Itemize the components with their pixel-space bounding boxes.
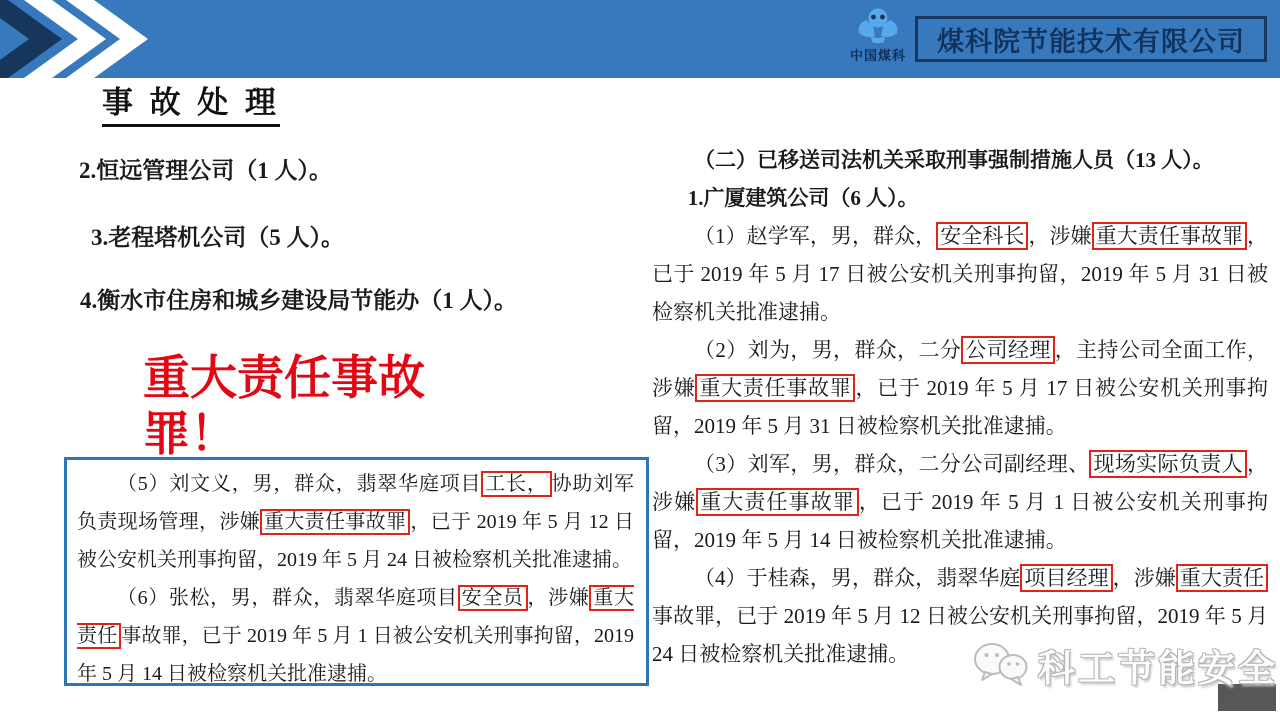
red-highlight-box: 安全员: [458, 585, 528, 611]
red-highlight-box: 重大责任事故罪: [696, 488, 859, 516]
company-logo: [843, 6, 913, 64]
text-segment: ，已于 2019 年 5 月 1 日被公安机关刑事拘留，2019 年 5 月 14 日被检察机关批准逮捕。: [652, 490, 1269, 552]
text-segment: （5）刘文义，男，群众，翡翠华庭项目: [117, 473, 482, 495]
red-highlight-box: 重大责任: [77, 587, 634, 647]
coal-tech-emblem-icon: [854, 6, 902, 44]
company-name-box: [915, 16, 1267, 62]
watermark: [972, 638, 1278, 692]
chevron-decoration-icon: [0, 0, 170, 78]
text-segment: ，已于 2019 年 5 月 17 日被公安机关刑事拘留，2019 年 5 月 31 日被检察机关批准逮捕。: [652, 224, 1269, 324]
red-highlight-box: 公司经理: [961, 336, 1054, 364]
red-highlight-box: 重大责任: [1176, 564, 1268, 592]
text-segment: ，涉嫌: [652, 452, 1269, 514]
company-name: 煤科院节能技术有限公司: [937, 26, 1245, 57]
red-highlight-box: 重大责任事故罪: [695, 374, 855, 402]
text-segment: ，已于 2019 年 5 月 17 日被公安机关刑事拘留，2019 年 5 月 31 日被检察机关批准逮捕。: [652, 376, 1269, 438]
case-paragraph-2: [652, 331, 1268, 445]
red-highlight-box: 安全科长: [936, 222, 1028, 250]
red-highlight-box: 工长，: [481, 471, 551, 497]
text-segment: ，涉嫌: [527, 587, 590, 609]
red-crime-headline: 重大责任事故罪！: [143, 351, 425, 460]
right-column: [652, 141, 1268, 673]
case-paragraph-1: [652, 217, 1268, 331]
top-banner: [0, 0, 1280, 78]
text-segment: ，涉嫌: [1028, 224, 1092, 248]
text-segment: （1）赵学军，男，群众，: [694, 224, 937, 248]
red-highlight-box: 项目经理: [1020, 564, 1112, 592]
section-heading: （二）已移送司法机关采取刑事强制措施人员（13 人）。: [694, 148, 1214, 172]
watermark-text: 科工节能安全: [1038, 648, 1278, 689]
case-paragraph-6: [77, 579, 634, 693]
list-item-company-4: 4.衡水市住房和城乡建设局节能办（1 人）。: [80, 288, 517, 313]
logo-label: 中国煤科: [849, 48, 906, 63]
red-highlight-box: 现场实际负责人: [1089, 450, 1247, 478]
case-paragraph-5: [77, 465, 634, 579]
text-segment: 协助刘军负责现场管理，涉嫌: [77, 473, 635, 533]
text-segment: （4）于桂森，男，群众，翡翠华庭: [694, 566, 1021, 590]
text-segment: （6）张松，男，群众，翡翠华庭项目: [117, 587, 458, 609]
text-segment: 事故罪，已于 2019 年 5 月 1 日被公安机关刑事拘留，2019 年 5 月 14 日被检察机关批准逮捕。: [77, 625, 635, 685]
list-item-company-2: 2.恒远管理公司（1 人）。: [79, 158, 332, 183]
list-item-company-3: 3.老程塔机公司（5 人）。: [91, 225, 344, 250]
text-segment: ，主持公司全面工作，涉嫌: [652, 338, 1269, 400]
text-segment: （3）刘军，男，群众，二分公司副经理、: [694, 452, 1090, 476]
red-highlight-box: 重大责任事故罪: [260, 509, 410, 535]
section-subheading: 1.广厦建筑公司（6 人）。: [687, 186, 919, 210]
case-detail-box: [64, 457, 649, 686]
text-segment: ，已于 2019 年 5 月 12 日被公安机关刑事拘留，2019 年 5 月 24 日被检察机关批准逮捕。: [77, 511, 635, 571]
text-segment: 事故罪，已于 2019 年 5 月 12 日被公安机关刑事拘留，2019 年 5 月 24 日被检察机关批准逮捕。: [652, 604, 1268, 666]
text-segment: ，涉嫌: [1112, 566, 1176, 590]
red-highlight-box: 重大责任事故罪: [1092, 222, 1247, 250]
text-segment: （2）刘为，男，群众，二分: [694, 338, 962, 362]
wechat-icon: [972, 639, 1030, 691]
case-paragraph-3: [652, 445, 1268, 559]
page-title: 事 故 处 理: [102, 86, 280, 127]
